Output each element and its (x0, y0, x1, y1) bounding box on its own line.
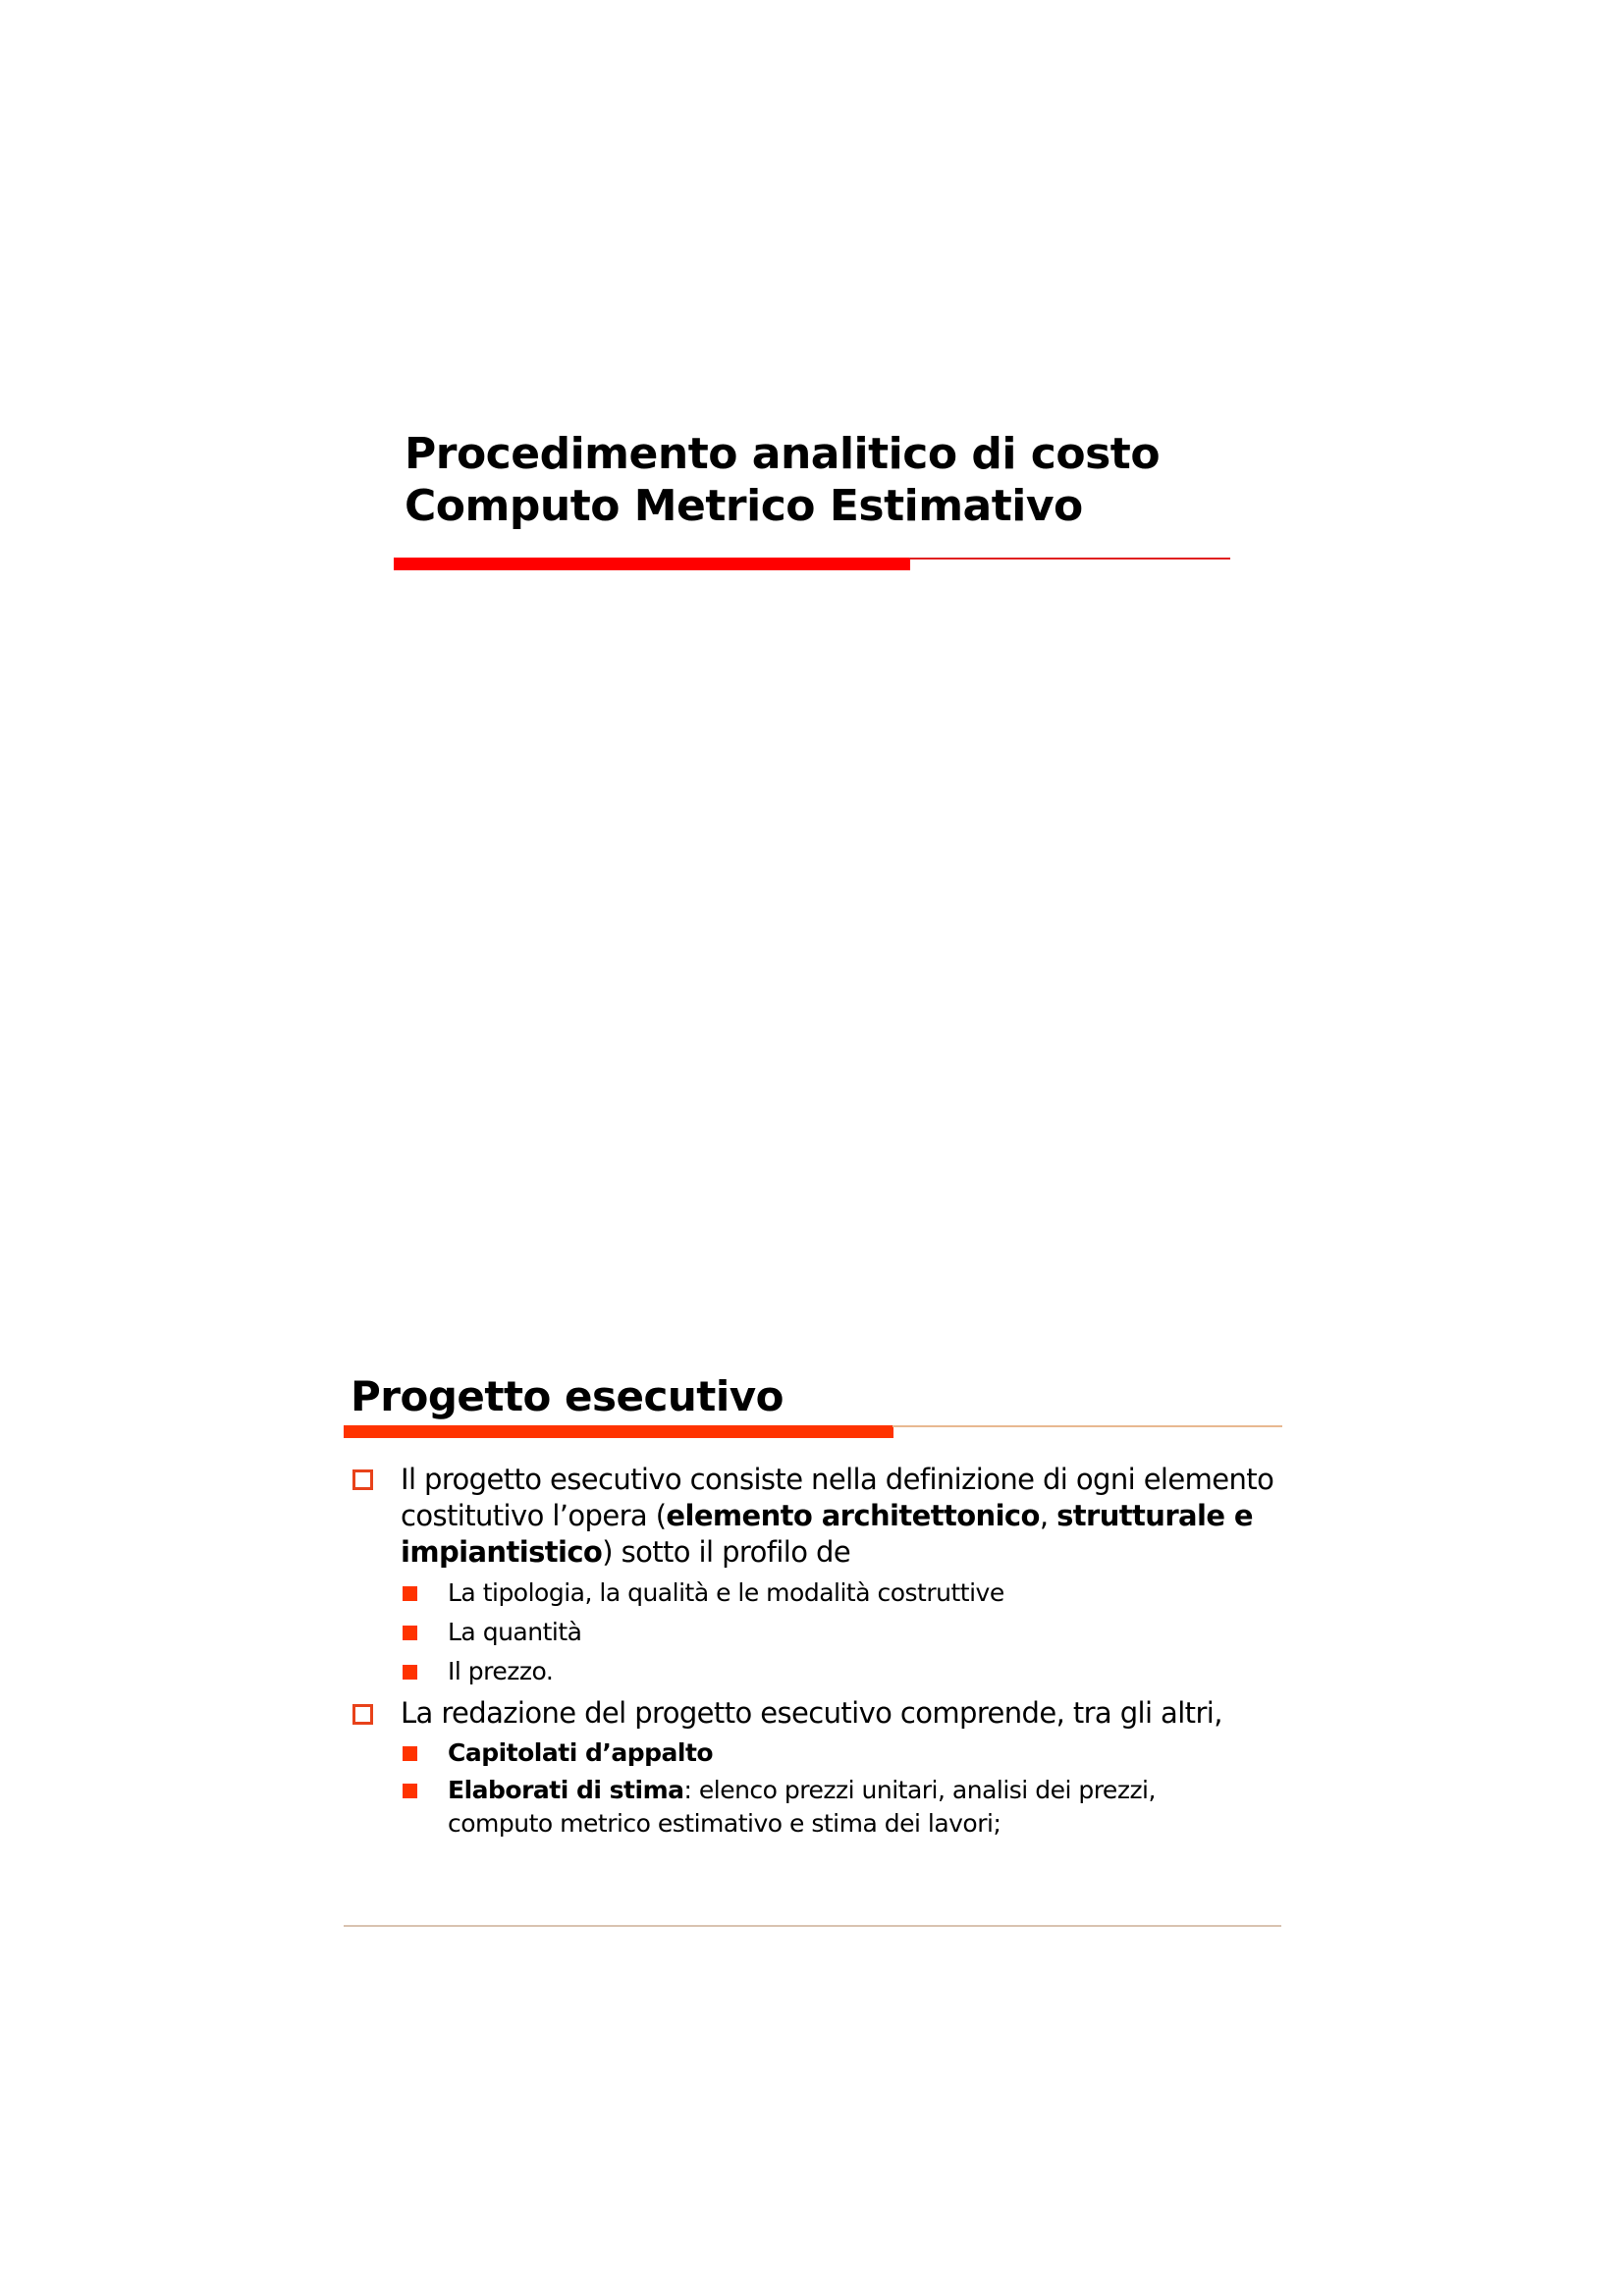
bullet1-line2 (401, 1498, 1253, 1534)
sub-bullet-tipologia: La tipologia, la qualità e le modalità costruttive (448, 1578, 1004, 1607)
slide1-accent-line (909, 558, 1230, 560)
sub-bullet-quantita: La quantità (448, 1618, 582, 1646)
bullet1-line2-mid: , (1039, 1499, 1057, 1532)
sub-bullet-prezzo: Il prezzo. (448, 1657, 554, 1685)
bullet1-bold-impiantistico: impiantistico (401, 1535, 603, 1569)
filled-square-bullet-icon (403, 1746, 417, 1761)
hollow-square-bullet-icon (352, 1704, 373, 1725)
slide2-title: Progetto esecutivo (351, 1372, 784, 1420)
bullet1-bold-architettonico: elemento architettonico (666, 1499, 1040, 1532)
filled-square-bullet-icon (403, 1626, 417, 1640)
bullet1-line3-post: ) sotto il profilo de (602, 1535, 851, 1569)
sub-bullet-capitolati (448, 1736, 713, 1770)
slide2-footer-divider (344, 1925, 1281, 1927)
slide2-accent-line (893, 1425, 1282, 1427)
slide1-title (405, 428, 1288, 532)
bullet1-line3 (401, 1534, 850, 1571)
bullet1-line2-pre: costitutivo l’opera ( (401, 1499, 667, 1532)
sub-bullet-elaborati-bold: Elaborati di stima (448, 1776, 684, 1804)
filled-square-bullet-icon (403, 1665, 417, 1680)
sub-bullet-elaborati-text: : elenco prezzi unitari, analisi dei prezzi, (683, 1776, 1156, 1804)
hollow-square-bullet-icon (352, 1469, 373, 1490)
slide2-accent-bar (344, 1425, 893, 1438)
sub-bullet-elaborati-continuation: computo metrico estimativo e stima dei lavori; (448, 1809, 1001, 1838)
bullet2-line1: La redazione del progetto esecutivo comprende, tra gli altri, (401, 1696, 1222, 1730)
bullet1-bold-strutturale: strutturale e (1056, 1499, 1253, 1532)
sub-bullet-capitolati-bold: Capitolati d’appalto (448, 1738, 714, 1767)
slide1-accent-bar (394, 558, 910, 570)
filled-square-bullet-icon (403, 1586, 417, 1601)
filled-square-bullet-icon (403, 1784, 417, 1798)
bullet1-line1: Il progetto esecutivo consiste nella definizione di ogni elemento (401, 1463, 1274, 1496)
slide1-title-line1: Procedimento analitico di costo (405, 429, 1161, 479)
slide1-title-line2: Computo Metrico Estimativo (405, 481, 1083, 531)
sub-bullet-elaborati (448, 1774, 1156, 1807)
